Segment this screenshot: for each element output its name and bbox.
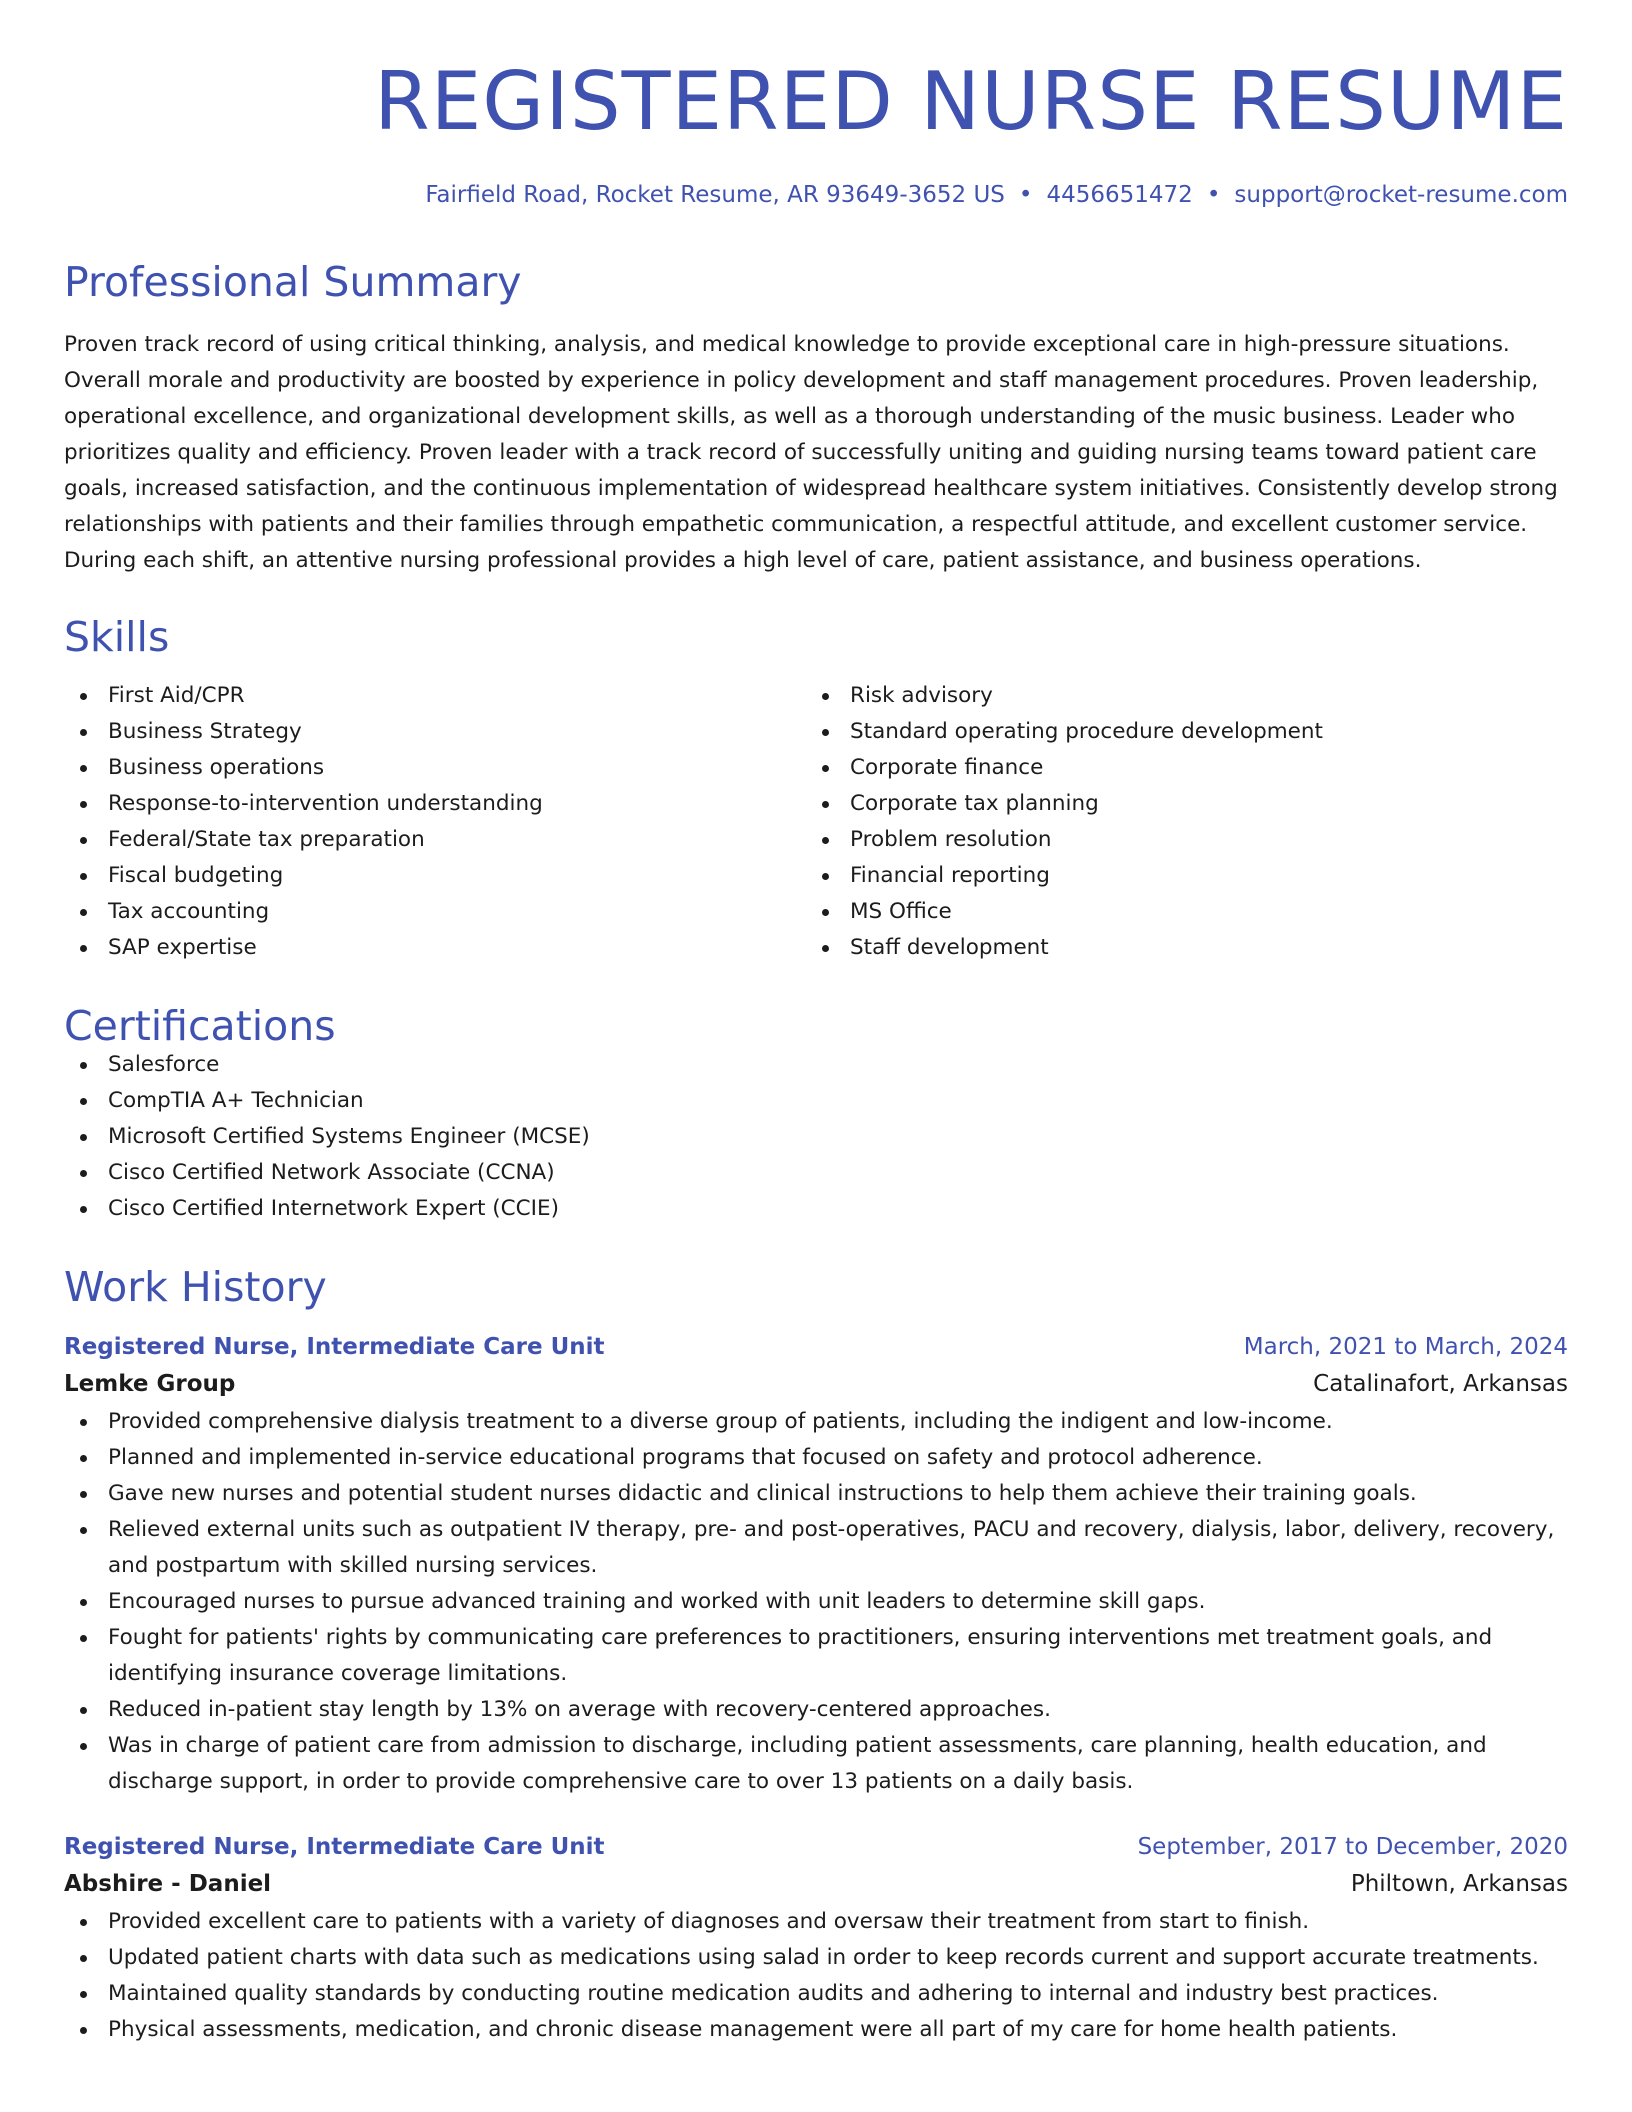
skill-item: Response-to-intervention understanding — [64, 786, 806, 822]
resume-title: REGISTERED NURSE RESUME — [374, 55, 1568, 148]
skill-item: Federal/State tax preparation — [64, 822, 806, 858]
contact-separator: • — [1018, 182, 1033, 208]
skill-item: Problem resolution — [806, 822, 1548, 858]
job-heading-row — [64, 1330, 1568, 1364]
certification-item: CompTIA A+ Technician — [64, 1083, 1568, 1119]
job-duty-item: Relieved external units such as outpatient IV therapy, pre- and post-operatives, PACU and recovery, dialysis, labor, delivery, recovery, and postpartum with skilled nursing services. — [64, 1512, 1568, 1584]
skill-item: First Aid/CPR — [64, 678, 806, 714]
skill-item: Corporate finance — [806, 750, 1548, 786]
contact-line — [64, 182, 1568, 208]
job-employer-row — [64, 1864, 1568, 1904]
job-dates: September, 2017 to December, 2020 — [1137, 1834, 1568, 1860]
job-location: Catalinafort, Arkansas — [1313, 1371, 1568, 1397]
job-title: Registered Nurse, Intermediate Care Unit — [64, 1834, 605, 1860]
job-duties-list — [64, 1904, 1568, 2048]
section-title: Certifications — [64, 1002, 336, 1050]
skill-item: Corporate tax planning — [806, 786, 1548, 822]
skills-list-left — [64, 678, 806, 966]
contact-email: support@rocket-resume.com — [1234, 182, 1568, 208]
section-title: Professional Summary — [64, 258, 522, 306]
job-employer-row — [64, 1364, 1568, 1404]
job-entry — [64, 1330, 1568, 1800]
job-dates: March, 2021 to March, 2024 — [1243, 1334, 1568, 1360]
section-title: Work History — [64, 1263, 327, 1311]
job-title: Registered Nurse, Intermediate Care Unit — [64, 1334, 605, 1360]
certification-item: Salesforce — [64, 1047, 1568, 1083]
certifications-list — [64, 1047, 1568, 1227]
skill-item: Business Strategy — [64, 714, 806, 750]
certification-item: Cisco Certified Internetwork Expert (CCIE) — [64, 1191, 1568, 1227]
certification-item: Cisco Certified Network Associate (CCNA) — [64, 1155, 1568, 1191]
skill-item: Tax accounting — [64, 894, 806, 930]
contact-phone: 4456651472 — [1046, 182, 1193, 208]
certifications-section — [64, 1002, 1568, 1227]
professional-summary-section — [64, 258, 1568, 579]
resume-header — [64, 55, 1568, 208]
job-duty-item: Updated patient charts with data such as medications using salad in order to keep records current and support accurate treatments. — [64, 1940, 1568, 1976]
section-title: Skills — [64, 613, 170, 661]
job-duty-item: Maintained quality standards by conducting routine medication audits and adhering to internal and industry best practices. — [64, 1976, 1568, 2012]
job-company: Lemke Group — [64, 1371, 236, 1397]
job-location: Philtown, Arkansas — [1350, 1871, 1568, 1897]
summary-text: Proven track record of using critical thinking, analysis, and medical knowledge to provide exceptional care in high-pressure situations. Overall morale and productivity are boosted by experience in policy development and staff management procedures. Proven leadership, operational excellence, and organizational development skills, as well as a thorough understanding of the music business. Leader who prioritizes quality and efficiency. Proven leader with a track record of successfully uniting and guiding nursing teams toward patient care goals, increased satisfaction, and the continuous implementation of widespread healthcare system initiatives. Consistently develop strong relationships with patients and their families through empathetic communication, a respectful attitude, and excellent customer service. During each shift, an attentive nursing professional provides a high level of care, patient assistance, and business operations. — [64, 332, 1558, 573]
job-duty-item: Gave new nurses and potential student nurses didactic and clinical instructions to help them achieve their training goals. — [64, 1476, 1568, 1512]
job-duty-item: Provided comprehensive dialysis treatment to a diverse group of patients, including the indigent and low-income. — [64, 1404, 1568, 1440]
job-duty-item: Encouraged nurses to pursue advanced training and worked with unit leaders to determine skill gaps. — [64, 1584, 1568, 1620]
skill-item: Business operations — [64, 750, 806, 786]
contact-separator: • — [1206, 182, 1221, 208]
skills-grid — [64, 678, 1568, 966]
skill-item: Staff development — [806, 930, 1548, 966]
work-history-section — [64, 1263, 1568, 2048]
job-duty-item: Planned and implemented in-service educational programs that focused on safety and protocol adherence. — [64, 1440, 1568, 1476]
skills-section — [64, 613, 1568, 966]
job-duty-item: Physical assessments, medication, and chronic disease management were all part of my care for home health patients. — [64, 2012, 1568, 2048]
job-entry — [64, 1830, 1568, 2048]
skill-item: Financial reporting — [806, 858, 1548, 894]
job-heading-row — [64, 1830, 1568, 1864]
job-duty-item: Reduced in-patient stay length by 13% on average with recovery-centered approaches. — [64, 1692, 1568, 1728]
job-duties-list — [64, 1404, 1568, 1800]
contact-address: Fairfield Road, Rocket Resume, AR 93649-3652 US — [425, 182, 1005, 208]
job-duty-item: Was in charge of patient care from admission to discharge, including patient assessments, care planning, health education, and discharge support, in order to provide comprehensive care to over 13 patients on a daily basis. — [64, 1728, 1568, 1800]
job-duty-item: Provided excellent care to patients with a variety of diagnoses and oversaw their treatment from start to finish. — [64, 1904, 1568, 1940]
skills-list-right — [806, 678, 1548, 966]
skill-item: MS Office — [806, 894, 1548, 930]
job-company: Abshire - Daniel — [64, 1871, 272, 1897]
certification-item: Microsoft Certified Systems Engineer (MCSE) — [64, 1119, 1568, 1155]
skill-item: SAP expertise — [64, 930, 806, 966]
job-duty-item: Fought for patients' rights by communicating care preferences to practitioners, ensuring interventions met treatment goals, and identifying insurance coverage limitations. — [64, 1620, 1568, 1692]
skill-item: Standard operating procedure development — [806, 714, 1548, 750]
skill-item: Fiscal budgeting — [64, 858, 806, 894]
skill-item: Risk advisory — [806, 678, 1548, 714]
